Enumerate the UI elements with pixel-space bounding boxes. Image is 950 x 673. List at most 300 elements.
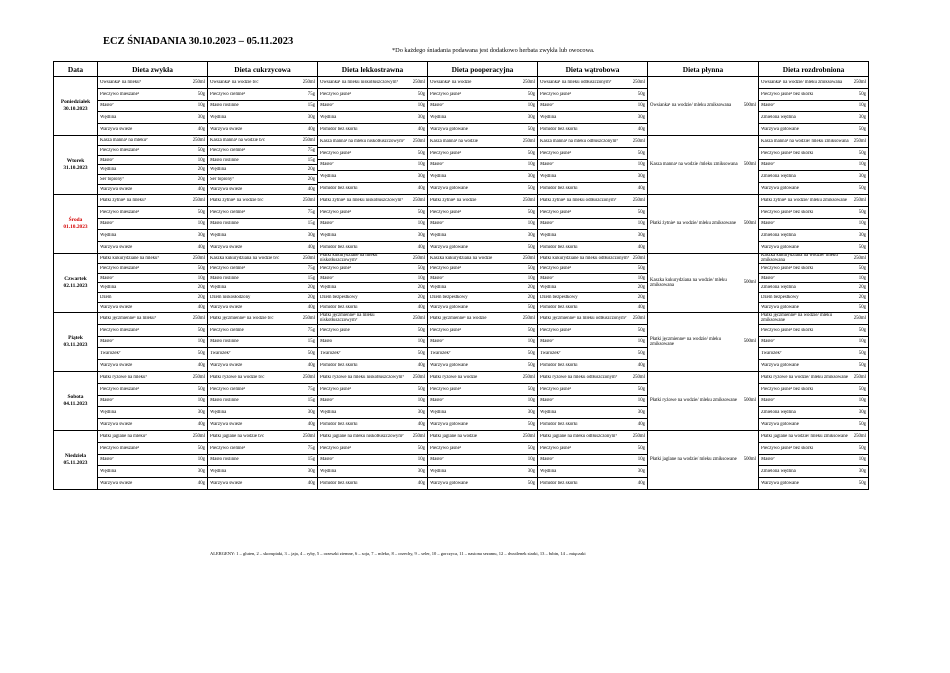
item-quantity: 10g <box>197 221 205 227</box>
item-list <box>538 431 647 489</box>
item-quantity: 10g <box>858 457 866 463</box>
item-name: Płatki żytnie¹ na wodzie/ mleku zmiksowane <box>650 221 737 227</box>
item-name: Masło⁷ <box>540 103 554 109</box>
item-quantity: 30g <box>417 410 425 416</box>
item-name: Pieczywo jasne¹ <box>320 91 352 97</box>
menu-item <box>759 254 868 264</box>
menu-item <box>538 431 647 443</box>
item-quantity: 75g <box>307 445 315 451</box>
item-quantity: 40g <box>307 245 315 251</box>
menu-item <box>648 254 758 312</box>
day-row <box>54 77 869 136</box>
menu-item <box>759 360 868 371</box>
item-quantity: 250ml <box>412 374 425 380</box>
menu-item <box>759 337 868 349</box>
item-name: Masło⁷ <box>320 457 334 463</box>
item-name: Twarożek⁷ <box>100 351 121 357</box>
header-dieta-cukrzycowa: Dieta cukrzycowa <box>208 62 318 77</box>
item-name: Wędlina <box>210 285 227 291</box>
day-name: Środa <box>68 217 83 224</box>
menu-item <box>538 195 647 207</box>
item-name: Pieczywo jasne¹ <box>540 386 572 392</box>
menu-item <box>98 325 207 337</box>
day-name: Niedziela <box>64 453 87 460</box>
item-list <box>538 77 647 135</box>
item-quantity: 40g <box>197 245 205 251</box>
item-name: Owsianka¹ na mleku niskotłuszczowym⁷ <box>320 79 399 85</box>
diet-cell <box>648 313 759 372</box>
header-dieta-rozdrobniona: Dieta rozdrobniona <box>759 62 869 77</box>
menu-item <box>759 419 868 430</box>
item-name: Wędlina <box>430 469 447 475</box>
item-name: Pieczywo jasne¹ bez skórki <box>761 265 814 271</box>
diet-cell <box>759 136 869 195</box>
menu-item <box>98 337 207 349</box>
tea-note: *Do każdego śniadania podawana jest dodatkowo herbata zwykła lub owocowa. <box>392 47 595 54</box>
item-quantity: 250ml <box>302 315 315 321</box>
item-quantity: 40g <box>307 127 315 133</box>
menu-item <box>318 136 427 148</box>
item-name: Warzywa gotowane <box>761 245 799 251</box>
menu-item <box>538 264 647 274</box>
item-quantity: 15g <box>307 339 315 345</box>
diet-cell <box>759 431 869 490</box>
item-quantity: 30g <box>417 233 425 239</box>
item-name: Warzywa świeże <box>210 422 243 428</box>
item-name: Owsianka¹ na wodzie b/c <box>210 79 259 85</box>
menu-item <box>759 207 868 219</box>
menu-item <box>428 148 537 160</box>
diet-cell <box>428 431 538 490</box>
menu-item <box>318 478 427 489</box>
item-quantity: 30g <box>858 233 866 239</box>
item-quantity: 10g <box>197 398 205 404</box>
item-quantity: 250ml <box>302 197 315 203</box>
item-quantity: 250ml <box>522 374 535 380</box>
menu-item <box>538 171 647 183</box>
item-quantity: 10g <box>197 339 205 345</box>
day-row <box>54 313 869 372</box>
item-name: Wędlina <box>540 410 557 416</box>
item-quantity: 250ml <box>412 433 425 439</box>
menu-item <box>98 230 207 242</box>
item-name: Twarożek⁷ <box>540 351 561 357</box>
item-quantity: 20g <box>417 285 425 291</box>
item-quantity: 50g <box>197 386 205 392</box>
item-quantity: 250ml <box>192 197 205 203</box>
diet-cell <box>428 136 538 195</box>
item-quantity: 40g <box>197 305 205 311</box>
menu-item <box>208 396 317 408</box>
item-quantity: 250ml <box>853 255 866 261</box>
item-quantity: 250ml <box>632 255 645 261</box>
diet-cell <box>98 313 208 372</box>
item-quantity: 30g <box>417 115 425 121</box>
menu-item <box>318 219 427 231</box>
item-name: Pieczywo mieszane¹ <box>100 445 140 451</box>
item-list <box>208 254 317 312</box>
item-quantity: 40g <box>637 186 645 192</box>
item-quantity: 10g <box>417 162 425 168</box>
menu-item <box>428 160 537 172</box>
menu-item <box>208 407 317 419</box>
item-name: Owsianka¹ na mleku⁷ <box>100 79 142 85</box>
item-quantity: 50g <box>858 363 866 369</box>
menu-item <box>759 195 868 207</box>
item-name: Wędlina <box>430 410 447 416</box>
item-quantity: 30g <box>197 410 205 416</box>
item-quantity: 10g <box>197 103 205 109</box>
item-name: Płatki jaglane na wodzie/ mleku zmiksowane <box>761 433 848 439</box>
item-name: Pieczywo ciemne¹ <box>210 445 246 451</box>
item-list <box>428 431 537 489</box>
item-quantity: 20g <box>307 177 315 183</box>
menu-item <box>208 360 317 371</box>
menu-item <box>318 274 427 284</box>
menu-item <box>208 77 317 89</box>
item-name: Wędlina <box>320 285 337 291</box>
item-name: Masło <box>320 339 332 345</box>
item-quantity: 30g <box>197 233 205 239</box>
diet-cell <box>538 254 648 313</box>
item-quantity: 250ml <box>632 433 645 439</box>
menu-item <box>428 313 537 325</box>
item-name: Pieczywo jasne¹ <box>430 209 462 215</box>
item-name: Płatki jęczmienne¹ na mleku odtłuszczonym⁷ <box>540 315 627 321</box>
item-quantity: 40g <box>307 422 315 428</box>
menu-item <box>428 264 537 274</box>
item-list <box>538 136 647 194</box>
item-name: Masło⁷ <box>430 103 444 109</box>
menu-item <box>208 112 317 124</box>
item-quantity: 10g <box>417 398 425 404</box>
item-name: Warzywa gotowane <box>430 245 468 251</box>
item-quantity: 50g <box>527 91 535 97</box>
diet-cell <box>648 431 759 490</box>
menu-item <box>759 443 868 455</box>
item-quantity: 250ml <box>632 138 645 144</box>
item-quantity: 40g <box>637 481 645 487</box>
menu-item <box>318 313 427 325</box>
menu-item <box>98 112 207 124</box>
item-list <box>208 313 317 371</box>
item-quantity: 250ml <box>853 138 866 144</box>
item-list <box>759 254 868 312</box>
menu-item <box>318 419 427 430</box>
menu-item <box>428 384 537 396</box>
item-quantity: 50g <box>417 150 425 156</box>
item-name: Płatki ryżowe na wodzie b/c <box>210 374 265 380</box>
day-date: 04.11.2023 <box>63 401 88 407</box>
item-list <box>538 195 647 253</box>
menu-item <box>428 230 537 242</box>
item-name: Masło⁷ <box>100 457 114 463</box>
diet-cell <box>428 195 538 254</box>
date-cell <box>54 136 98 195</box>
menu-item <box>98 274 207 284</box>
item-name: Płatki żytnie¹ na mleku odtłuszczonym⁷ <box>540 197 617 203</box>
menu-item <box>208 443 317 455</box>
item-name: Płatki kukurydziane na mleku⁷ <box>100 255 160 261</box>
menu-item <box>208 185 317 194</box>
item-name: Owsianka¹ na mleku odtłuszczonym⁷ <box>540 79 612 85</box>
item-name: Płatki jęczmienne¹ na mleku niskotłuszczowym⁷ <box>320 313 375 324</box>
item-quantity: 250ml <box>192 137 205 143</box>
menu-item <box>759 407 868 419</box>
menu-item <box>318 77 427 89</box>
menu-item <box>428 254 537 264</box>
menu-item <box>98 156 207 166</box>
item-name: Pieczywo jasne¹ <box>430 386 462 392</box>
item-name: Masło⁷ <box>320 103 334 109</box>
menu-item <box>538 455 647 467</box>
item-name: Warzywa gotowane <box>430 127 468 133</box>
item-name: Płatki ryżowe na mleku odtłuszczonym⁷ <box>540 374 618 380</box>
item-quantity: 20g <box>637 285 645 291</box>
menu-item <box>318 89 427 101</box>
menu-item <box>318 384 427 396</box>
item-quantity: 50g <box>637 265 645 271</box>
diet-cell <box>98 431 208 490</box>
menu-item <box>428 443 537 455</box>
item-name: Płatki jęczmienne¹ na wodzie <box>430 315 487 321</box>
item-quantity: 250ml <box>853 79 866 85</box>
diet-cell <box>208 195 318 254</box>
item-quantity: 40g <box>307 305 315 311</box>
item-quantity: 50g <box>527 186 535 192</box>
item-quantity: 50g <box>637 150 645 156</box>
item-name: Wędlina <box>540 115 557 121</box>
item-name: Pieczywo ciemne¹ <box>210 265 246 271</box>
menu-item <box>428 207 537 219</box>
item-name: Masło⁷ <box>100 157 114 163</box>
item-quantity: 50g <box>858 91 866 97</box>
menu-item <box>759 313 868 325</box>
item-quantity: 40g <box>307 481 315 487</box>
item-quantity: 30g <box>527 115 535 121</box>
menu-item <box>98 313 207 325</box>
item-name: Kaszka kukurydziana na wodzie/ mleku zmiksowana <box>761 254 838 264</box>
menu-item <box>428 124 537 135</box>
menu-item <box>208 136 317 146</box>
item-list <box>759 431 868 489</box>
menu-item <box>648 77 758 135</box>
menu-item <box>208 195 317 207</box>
item-quantity: 50g <box>858 351 866 357</box>
menu-item <box>318 466 427 478</box>
menu-item <box>318 195 427 207</box>
menu-item <box>98 293 207 303</box>
item-quantity: 30g <box>197 469 205 475</box>
item-quantity: 15g <box>307 275 315 281</box>
item-name: Warzywa świeże <box>210 187 243 193</box>
menu-item <box>759 124 868 135</box>
menu-item <box>428 89 537 101</box>
menu-item <box>538 466 647 478</box>
menu-item <box>538 274 647 284</box>
item-quantity: 30g <box>637 469 645 475</box>
item-name: Wędlina <box>320 115 337 121</box>
item-quantity: 10g <box>858 275 866 281</box>
item-name: Pomidor bez skórki <box>320 422 358 428</box>
menu-item <box>98 195 207 207</box>
item-name: Masło⁷ <box>761 339 775 345</box>
item-quantity: 10g <box>527 103 535 109</box>
item-name: Masło⁷ <box>761 398 775 404</box>
diet-cell <box>538 136 648 195</box>
item-name: Warzywa gotowane <box>761 305 799 311</box>
menu-item <box>428 419 537 430</box>
item-quantity: 10g <box>197 157 205 163</box>
item-name: Masło⁷ <box>320 162 334 168</box>
menu-item <box>208 146 317 156</box>
item-quantity: 10g <box>637 398 645 404</box>
menu-item <box>318 303 427 312</box>
item-quantity: 50g <box>527 245 535 251</box>
menu-item <box>538 136 647 148</box>
diet-cell <box>208 313 318 372</box>
item-name: Pieczywo jasne¹ <box>540 445 572 451</box>
item-quantity: 20g <box>527 285 535 291</box>
item-name: Pieczywo mieszane¹ <box>100 265 140 271</box>
diet-cell <box>538 313 648 372</box>
item-name: Kasza manna¹ na mleku odtłuszczonym⁷ <box>540 138 618 144</box>
menu-item <box>98 283 207 293</box>
menu-item <box>428 283 537 293</box>
menu-item <box>318 348 427 360</box>
item-quantity: 250ml <box>192 79 205 85</box>
item-name: Pomidor bez skórki <box>320 305 358 311</box>
diet-cell <box>208 254 318 313</box>
item-name: Wędlina <box>320 469 337 475</box>
item-quantity: 50g <box>527 305 535 311</box>
menu-item <box>759 303 868 312</box>
item-list <box>759 77 868 135</box>
menu-item <box>648 195 758 253</box>
item-name: Masło⁷ <box>100 398 114 404</box>
item-quantity: 50g <box>858 186 866 192</box>
diet-cell <box>98 195 208 254</box>
menu-item <box>648 313 758 371</box>
menu-item <box>428 455 537 467</box>
item-quantity: 50g <box>417 91 425 97</box>
item-quantity: 20g <box>197 167 205 173</box>
item-name: Masło⁷ <box>761 275 775 281</box>
item-name: Warzywa gotowane <box>430 363 468 369</box>
diet-cell <box>648 77 759 136</box>
item-name: Pomidor bez skórki <box>320 363 358 369</box>
item-name: Zmielona wędlina <box>761 174 796 180</box>
item-quantity: 50g <box>417 265 425 271</box>
menu-item <box>538 337 647 349</box>
item-name: Pieczywo jasne¹ <box>430 265 462 271</box>
item-name: Pieczywo jasne¹ <box>320 386 352 392</box>
item-quantity: 10g <box>858 221 866 227</box>
item-name: Pieczywo jasne¹ bez skórki <box>761 327 814 333</box>
item-quantity: 250ml <box>412 197 425 203</box>
menu-item <box>98 478 207 489</box>
date-cell <box>54 254 98 313</box>
item-name: Warzywa świeże <box>210 363 243 369</box>
item-name: Warzywa gotowane <box>430 481 468 487</box>
menu-item <box>538 89 647 101</box>
diet-cell <box>318 372 428 431</box>
item-name: Warzywa świeże <box>100 481 133 487</box>
item-name: Masło⁷ <box>540 457 554 463</box>
menu-item <box>538 254 647 264</box>
header-dieta-zwykla: Dieta zwykła <box>98 62 208 77</box>
item-name: Pomidor bez skórki <box>540 422 578 428</box>
item-name: Owsianka¹ na wodzie/ mleku zmiksowana <box>650 103 732 109</box>
menu-item <box>208 124 317 135</box>
header-dieta-pooperacyjna: Dieta pooperacyjna <box>428 62 538 77</box>
menu-item <box>208 384 317 396</box>
item-name: Płatki jaglane na wodzie/ mleku zmiksowane <box>650 457 737 463</box>
menu-item <box>318 148 427 160</box>
item-list <box>98 77 207 135</box>
item-name: Pomidor bez skórki <box>320 481 358 487</box>
menu-item <box>98 146 207 156</box>
menu-item <box>538 384 647 396</box>
item-quantity: 500ml <box>743 457 756 463</box>
item-quantity: 50g <box>417 351 425 357</box>
item-name: Masło⁷ <box>430 162 444 168</box>
item-quantity: 10g <box>527 398 535 404</box>
item-name: Wędlina <box>100 285 117 291</box>
item-name: Kasza manna¹ na mleku niskotłuszczowym⁷ <box>320 138 405 144</box>
item-name: Twarożek⁷ <box>320 351 341 357</box>
item-name: Warzywa świeże <box>100 422 133 428</box>
item-name: Wędlina <box>210 233 227 239</box>
item-name: Masło roślinne <box>210 398 239 404</box>
item-name: Kasza manna¹ na wodzie /mleku zmiksowana <box>650 162 738 168</box>
item-name: Warzywa gotowane <box>761 481 799 487</box>
item-list <box>428 136 537 194</box>
item-quantity: 10g <box>637 103 645 109</box>
item-name: Wędlina <box>210 410 227 416</box>
item-name: Warzywa gotowane <box>761 363 799 369</box>
item-name: Masło⁷ <box>100 339 114 345</box>
day-name: Wtorek <box>66 158 85 165</box>
item-quantity: 250ml <box>632 374 645 380</box>
item-quantity: 50g <box>197 265 205 271</box>
item-name: Masło⁷ <box>761 457 775 463</box>
item-name: Pieczywo ciemne¹ <box>210 209 246 215</box>
menu-item <box>759 466 868 478</box>
menu-item <box>428 171 537 183</box>
diet-cell <box>648 372 759 431</box>
menu-item <box>428 183 537 194</box>
menu-item <box>759 283 868 293</box>
item-list <box>759 372 868 430</box>
item-quantity: 20g <box>197 177 205 183</box>
item-quantity: 250ml <box>302 79 315 85</box>
item-name: Płatki żytnie¹ na mleku⁷ <box>100 197 147 203</box>
item-list <box>98 313 207 371</box>
item-name: Warzywa świeże <box>210 245 243 251</box>
item-quantity: 20g <box>197 285 205 291</box>
item-quantity: 75g <box>307 209 315 215</box>
menu-item <box>208 431 317 443</box>
day-date: 31.10.2023 <box>63 165 88 171</box>
item-quantity: 40g <box>417 127 425 133</box>
menu-item <box>648 136 758 194</box>
item-name: Masło⁷ <box>540 221 554 227</box>
menu-item <box>98 136 207 146</box>
item-quantity: 50g <box>197 209 205 215</box>
item-name: Pieczywo jasne¹ bez skórki <box>761 91 814 97</box>
date-cell <box>54 313 98 372</box>
